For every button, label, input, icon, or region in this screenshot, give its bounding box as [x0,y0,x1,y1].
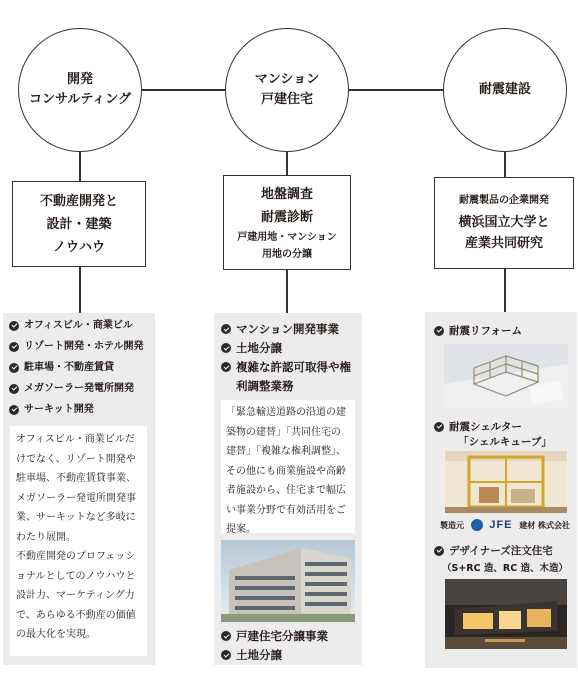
check-circle-icon [9,384,19,394]
shelter-cube-photo [445,451,567,513]
check-circle-icon [9,405,19,415]
check-circle-icon [221,631,231,641]
column-2-bottom-bullet: 戸建住宅分譲事業 [221,627,328,646]
check-circle-icon [221,650,231,660]
column-1-description [10,426,147,656]
box-realestate-knowhow [12,181,146,267]
designer-house-photo [445,579,567,649]
check-circle-icon [9,363,19,373]
circle-2-line-1: マンション [254,72,320,87]
column-2-bullet-list [221,320,357,396]
column-1-paragraph-1: オフィスビル・商業ビルだけでなく、リゾート開発や駐車場、不動産賃貸事業、メガソーラー発電所開発事業、サーキットなど多岐にわたり展開。 [16,434,136,543]
designer-house-structures: （S+RC 造、RC 造、木造） [442,563,568,574]
box-3-lead: 耐震製品の企業開発 [459,195,549,206]
circle-seismic-construction [443,28,567,152]
circle-2-line-2: 戸建住宅 [260,92,313,107]
connector-b1-panel [79,267,81,313]
box-ground-survey [223,175,351,270]
check-circle-icon [9,321,19,331]
check-circle-icon [221,362,231,372]
check-circle-icon [434,546,444,556]
column-1-bullet: サーキット開発 [9,399,144,420]
check-circle-icon [221,324,231,334]
box-2-sub-2: 用地の分譲 [262,248,312,260]
box-2-title-1: 地盤調査 [260,186,313,202]
box-university-research [434,177,574,269]
box-3-title-1: 横浜国立大学と [458,215,550,230]
connector-c1-b1 [79,150,81,181]
maker-name: 建材 株式会社 [519,520,570,530]
column-2-bottom-bullet-list [221,627,328,665]
column-1-bullet: オフィスビル・商業ビル [9,315,144,336]
box-1-line-3: ノウハウ [52,239,105,255]
shelter-cube-image [445,451,567,513]
check-circle-icon [434,326,444,336]
column-2-bullet: マンション開発事業 [221,320,357,339]
apartment-building-image [221,540,355,622]
maker-credit [440,519,570,531]
house-model-image [444,344,568,408]
column-1-bullet: リゾート開発・ホテル開発 [9,336,144,357]
box-1-line-2: 設計・建築 [46,216,112,232]
check-circle-icon [9,342,19,352]
designer-house-image [445,579,567,649]
apartment-building-photo [221,540,355,622]
column-3-item-shelter: 耐震シェルター [434,419,522,434]
column-1-bullet: メガソーラー発電所開発 [9,378,144,399]
box-1-line-1: 不動産開発と [39,193,118,209]
connector-b2-panel [286,270,288,313]
box-3-title-2: 産業共同研究 [464,236,543,251]
circle-1-line-2: コンサルティング [28,92,132,107]
check-circle-icon [434,422,444,432]
column-2-bullet: 土地分譲 [221,339,357,358]
circle-mansion-housing [225,28,349,152]
circle-1-line-1: 開発 [66,72,93,87]
maker-label: 製造元 [440,520,464,530]
connector-c2-b2 [286,150,288,175]
column-1-bullet-list [9,315,144,420]
column-2-quote: 「緊急輸送道路の沿道の建築物の建替」「共同住宅の建替」「複雑な権利調整」、その他にも商業施設や高齢者施設から、住宅まで幅広い事業分野で有効活用をご提案。 [221,400,355,533]
box-2-sub-1: 戸建用地・マンション [237,231,337,243]
column-2-bottom-bullet: 土地分譲 [221,646,328,665]
column-1-paragraph-2: 不動産開発のプロフェッショナルとしてのノウハウと設計力、マーケティング力で、あらゆる不動産の価値の最大化を実現。 [16,551,136,640]
circle-3-line-1: 耐震建設 [478,82,531,97]
column-3-item-seismic-reform: 耐震リフォーム [434,323,522,338]
check-circle-icon [221,343,231,353]
column-2-bullet: 複雑な許認可取得や権利調整業務 [221,358,357,396]
maker-brand: JFE [489,519,513,531]
house-model-photo [444,344,568,408]
connector-b3-panel [504,269,506,312]
column-3-item-designer-house: デザイナーズ注文住宅 [434,543,553,558]
circle-development-consulting [18,28,142,152]
column-1-bullet: 駐車場・不動産賃貸 [9,357,144,378]
shelter-product-name: 「シェルキューブ」 [458,436,552,448]
connector-c3-b3 [504,150,506,177]
box-2-title-2: 耐震診断 [260,209,313,225]
jfe-logo-icon [471,519,483,531]
